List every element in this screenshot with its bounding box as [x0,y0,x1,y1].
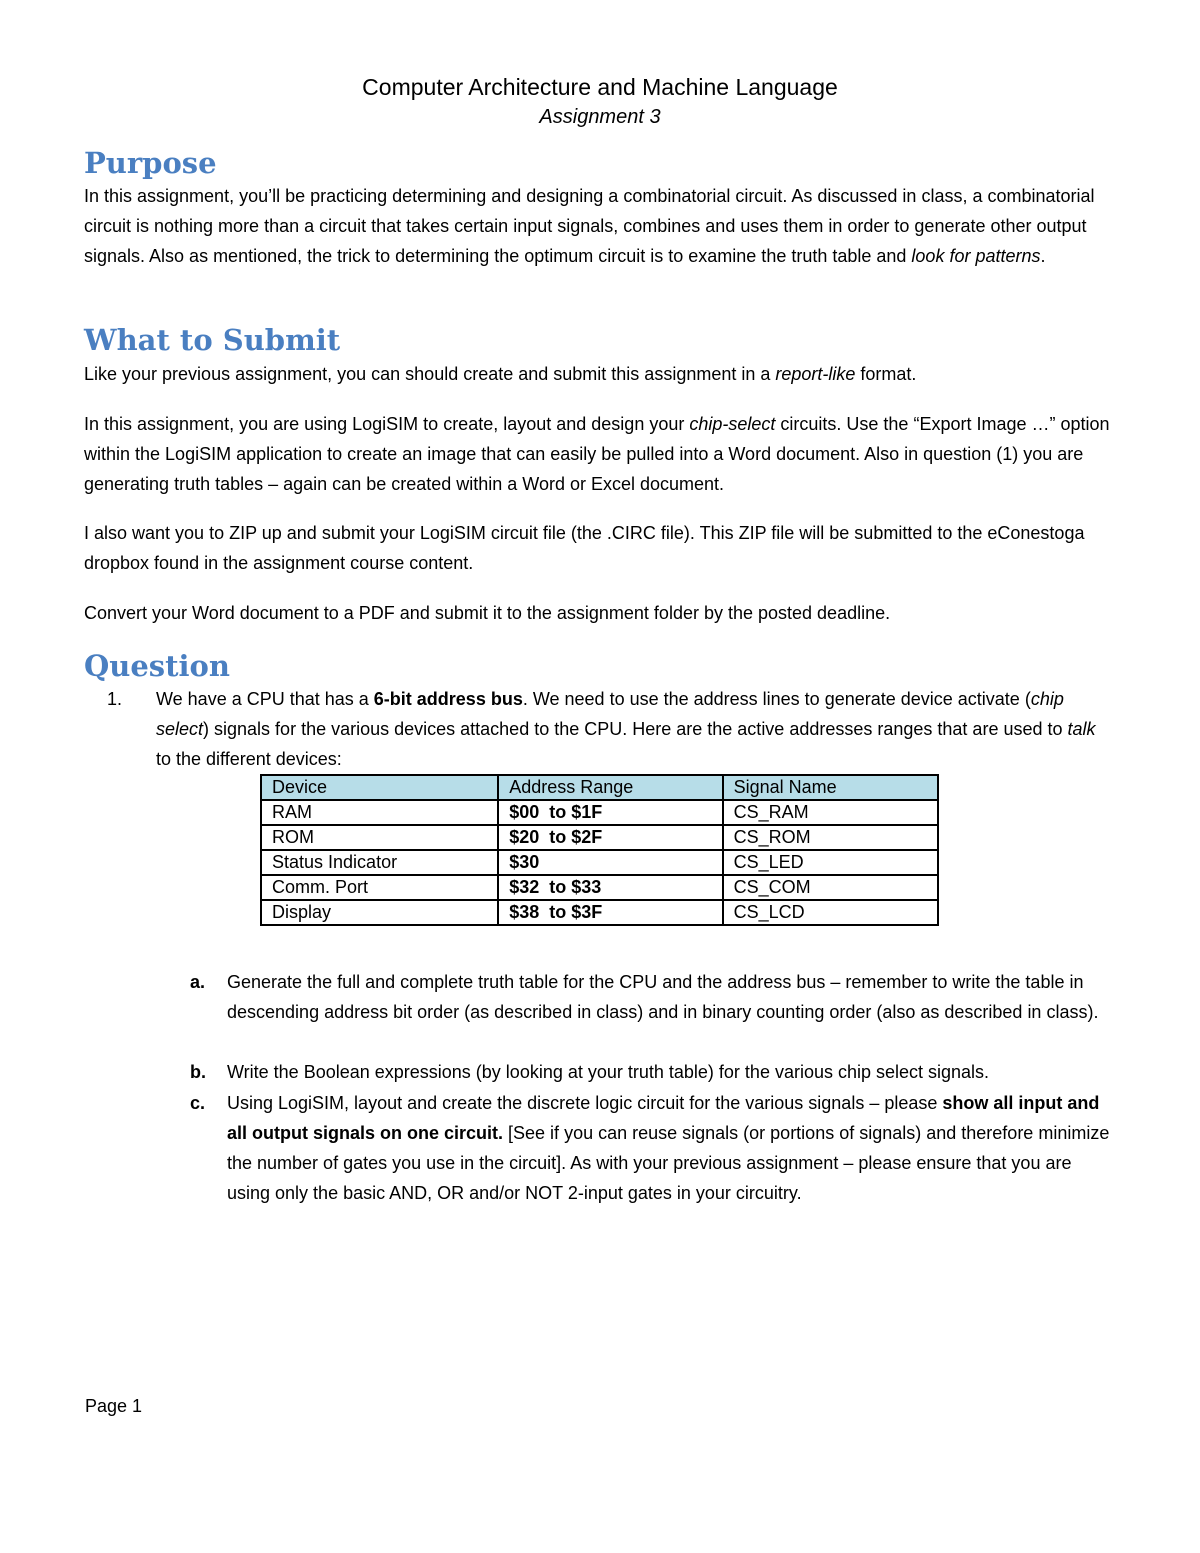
purpose-heading: Purpose [84,146,217,180]
table-row [261,800,938,825]
submit-paragraph-1 [84,359,1124,389]
sub-question-letter: c. [190,1093,206,1113]
page-number: Page 1 [85,1396,143,1416]
document-title: Computer Architecture and Machine Language [362,74,838,100]
sub-question-text: Write the Boolean expressions (by looking at your truth table) for the various chip select signals. [227,1062,990,1082]
sub-question-letter: a. [190,972,206,992]
sub-question-text [227,1088,1110,1208]
address-cell: $30 [498,850,722,875]
submit-paragraph-4: Convert your Word document to a PDF and submit it to the assignment folder by the posted deadline. [84,603,891,623]
address-cell: $38 to $3F [498,900,722,925]
submit-p2-text-end: circuits. Use the “Export Image …” option within the LogiSIM application to create an image that can easily be pulled into a Word document. Also in question (1) you are generating truth tables – again can be created within a Word or Excel document. [84,414,1110,494]
submit-p1-text: Like your previous assignment, you can should create and submit this assignment in a [84,364,776,384]
question-emphasis-2: talk [1067,719,1096,739]
sub-question-text: Generate the full and complete truth table for the CPU and the address bus – remember to write the table in descending address bit order (as described in class) and in binary counting order (also as described in class). [227,972,1099,1022]
table-header-cell: Address Range [498,775,722,800]
sub-question-c [190,1088,1110,1208]
submit-p2-emphasis: chip-select [689,414,776,434]
sub-question-b [190,1057,1110,1087]
submit-heading: What to Submit [84,323,341,357]
purpose-text-end: . [1040,246,1046,266]
submit-p2-text: In this assignment, you are using LogiSIM to create, layout and design your [84,414,690,434]
device-cell: ROM [261,825,498,850]
submit-p1-text-end: format. [855,364,917,384]
submit-paragraph-3: I also want you to ZIP up and submit your LogiSIM circuit file (the .CIRC file). This ZIP file will be submitted to the eConestoga dropbox found in the assignment course content. [84,523,1085,573]
address-cell: $20 to $2F [498,825,722,850]
signal-cell: CS_RAM [723,800,938,825]
address-cell: $32 to $33 [498,875,722,900]
table-row [261,850,938,875]
submit-p1-emphasis: report-like [775,364,856,384]
signal-cell: CS_ROM [723,825,938,850]
table-header-row [261,775,938,800]
sub-c-text-end: [See if you can reuse signals (or portions of signals) and therefore minimize the number of gates you use in the circuit]. As with your previous assignment – please ensure that you are using only the basic AND, OR and/or NOT 2-input gates in your circuitry. [227,1123,1110,1203]
table-row [261,875,938,900]
question-text-c: ) signals for the various devices attached to the CPU. Here are the active addresses ranges that are used to [203,719,1068,739]
sub-c-bold: show all input and all output signals on one circuit. [227,1093,1100,1143]
device-cell: Display [261,900,498,925]
sub-question-letter: b. [190,1062,206,1082]
device-cell: Comm. Port [261,875,498,900]
purpose-emphasis: look for patterns [911,246,1041,266]
table-row [261,825,938,850]
question-emphasis-1: chip select [156,689,1064,739]
submit-paragraph-2 [84,409,1124,499]
question-text-a: We have a CPU that has a [156,689,374,709]
sub-question-a [190,967,1110,1027]
question-1-text [156,684,1107,774]
signal-cell: CS_LED [723,850,938,875]
device-cell: Status Indicator [261,850,498,875]
purpose-paragraph [84,181,1124,271]
purpose-text: In this assignment, you’ll be practicing determining and designing a combinatorial circuit. As discussed in class, a combinatorial circuit is nothing more than a circuit that takes certain input signals, combines and uses them in order to generate other output signals. Also as mentioned, the trick to determining the optimum circuit is to examine the truth table and [84,186,1095,266]
table-header-cell: Device [261,775,498,800]
address-cell: $00 to $1F [498,800,722,825]
device-address-table [260,774,939,926]
question-number: 1. [107,689,123,709]
document-subtitle: Assignment 3 [539,106,661,128]
sub-c-text: Using LogiSIM, layout and create the discrete logic circuit for the various signals – please [227,1093,943,1113]
device-cell: RAM [261,800,498,825]
signal-cell: CS_LCD [723,900,938,925]
question-bold: 6-bit address bus [373,689,523,709]
table-header-cell: Signal Name [723,775,938,800]
table-row [261,900,938,925]
signal-cell: CS_COM [723,875,938,900]
question-heading: Question [84,649,230,683]
question-1 [107,684,1107,774]
question-text-b: . We need to use the address lines to generate device activate ( [522,689,1031,709]
question-text-d: to the different devices: [156,749,342,769]
